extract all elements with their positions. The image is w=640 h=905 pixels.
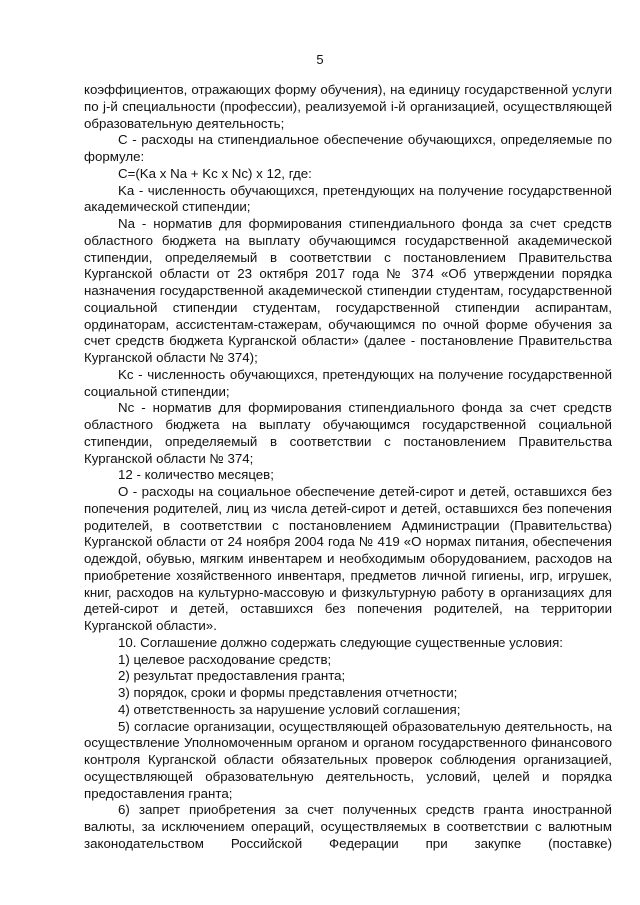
paragraph-ka-definition: Kа - численность обучающихся, претендующих на получение государственной академической стипендии; bbox=[84, 182, 612, 215]
list-item-3: 3) порядок, сроки и формы представления отчетности; bbox=[118, 685, 458, 700]
paragraph-na-definition: Nа - норматив для формирования стипендиального фонда за счет средств областного бюджета на выплату обучающимся государственной академической стипендии, определяемый в соответствии с постановлением Правительства Курганской области от 23 октября 2017 года № 374 «Об утверждении порядка назначения государственной академической стипендии студентам, государственной социальной стипендии студентам, государственной стипендии аспирантам, ординаторам, ассистентам-стажерам, обучающимся по очной форме обучения за счет средств бюджета Курганской области» (далее - постановление Правительства Курганской области № 374); bbox=[84, 216, 612, 365]
paragraph-c-stipend-expenses: С - расходы на стипендиальное обеспечение обучающихся, определяемые по формуле: bbox=[84, 132, 612, 164]
paragraph-kc-definition: Kс - численность обучающихся, претендующих на получение государственной социальной стипендии; bbox=[84, 366, 612, 399]
paragraph-continuation: коэффициентов, отражающих форму обучения), на единицу государственной услуги по j-й специальности (профессии), реализуемой i-й организацией, осуществляющей образовательную деятельность; bbox=[84, 82, 612, 131]
list-item-5: 5) согласие организации, осуществляющей образовательную деятельность, на осуществление Уполномоченным органом и органом государственного финансового контроля Курганской области обязательных проверок соблюдения организацией, осуществляющей образовательную деятельность, условий, целей и порядка предоставления гранта; bbox=[84, 718, 612, 801]
list-item-4: 4) ответственность за нарушение условий соглашения; bbox=[118, 701, 461, 717]
formula-c: С=(Kа x Nа + Kс x Nс) x 12, где: bbox=[118, 165, 312, 181]
paragraph-12-months: 12 - количество месяцев; bbox=[118, 467, 274, 483]
list-item-1: 1) целевое расходование средств; bbox=[118, 651, 332, 667]
paragraph-agreement-conditions: 10. Соглашение должно содержать следующие существенные условия: bbox=[118, 634, 563, 650]
paragraph-nc-definition: Nс - норматив для формирования стипендиального фонда за счет средств областного бюджета на выплату обучающимся государственной социальной стипендии, определяемый в соответствии с постановлением Правительства Курганской области № 374; bbox=[84, 400, 612, 466]
paragraph-o-definition: О - расходы на социальное обеспечение детей-сирот и детей, оставшихся без попечения родителей, лиц из числа детей-сирот и детей, оставшихся без попечения родителей, в соответствии с постановлением Администрации (Правительства) Курганской области от 24 ноября 2004 года № 419 «О нормах питания, обеспечения одеждой, обувью, мягким инвентарем и необходимым оборудованием, расходов на приобретение хозяйственного инвентаря, предметов личной гигиены, игр, игрушек, книг, расходов на культурно-массовую и физкультурную работу в организациях для детей-сирот и детей, оставшихся без попечения родителей, на территории Курганской области». bbox=[84, 484, 612, 633]
document-body bbox=[84, 82, 612, 853]
list-item-2: 2) результат предоставления гранта; bbox=[118, 668, 346, 684]
list-item-6: 6) запрет приобретения за счет полученных средств гранта иностранной валюты, за исключением операций, осуществляемых в соответствии с валютным законодательством Российской Федерации при закупке (поставке) bbox=[84, 802, 612, 851]
page-number: 5 bbox=[316, 52, 324, 67]
